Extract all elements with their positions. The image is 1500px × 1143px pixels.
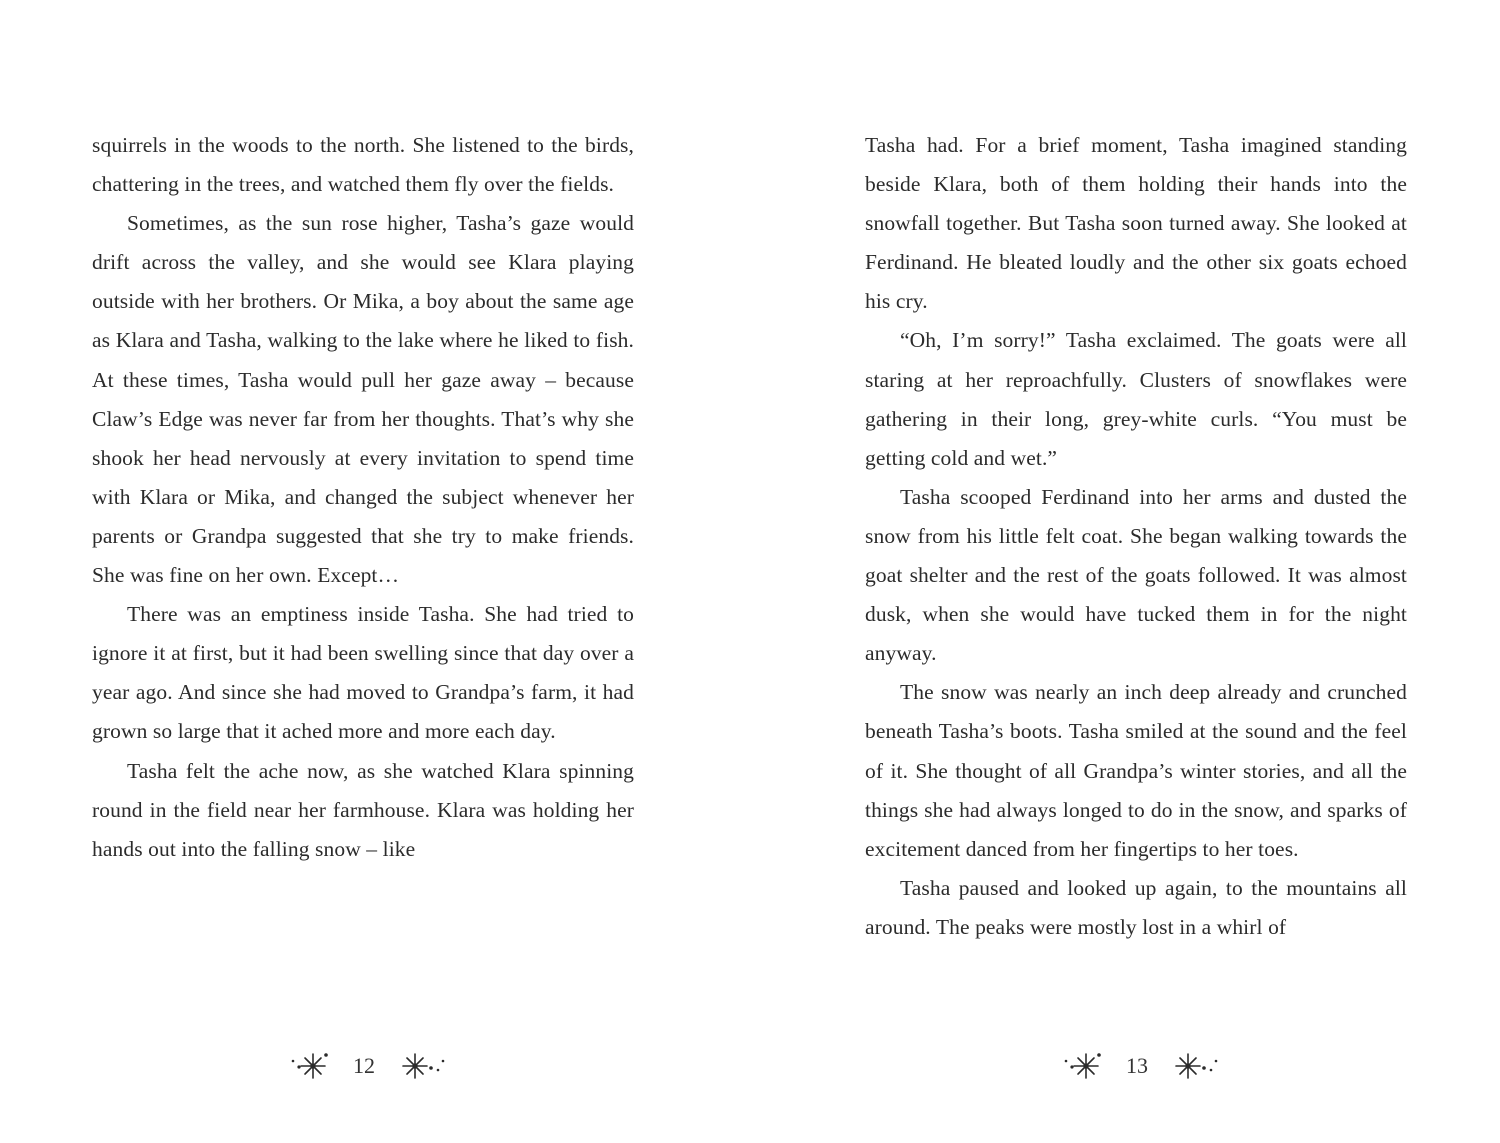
paragraph: “Oh, I’m sorry!” Tasha exclaimed. The goats were all staring at her reproachfully. Clusters of snowflakes were gathering in their long, grey-white curls. “You must be getting cold and wet.” xyxy=(865,328,1407,470)
snowflake-sparkle-icon xyxy=(399,1046,455,1086)
page-footer-right xyxy=(1027,1046,1247,1086)
left-page-text xyxy=(92,126,634,869)
paragraph: Tasha scooped Ferdinand into her arms and dusted the snow from his little felt coat. She began walking towards the goat shelter and the rest of the goats followed. It was almost dusk, when she would have tucked them in for the night anyway. xyxy=(865,484,1407,666)
right-page-text xyxy=(865,126,1407,947)
paragraph: Sometimes, as the sun rose higher, Tasha’s gaze would drift across the valley, and she would see Klara playing outside with her brothers. Or Mika, a boy about the same age as Klara and Tasha, walking to the lake where he liked to fish. At these times, Tasha would pull her gaze away – because Claw’s Edge was never far from her thoughts. That’s why she shook her head nervously at every invitation to spend time with Klara or Mika, and changed the subject whenever her parents or Grandpa suggested that she try to make friends. She was fine on her own. Except… xyxy=(92,211,634,588)
page-footer-left xyxy=(254,1046,474,1086)
paragraph: Tasha had. For a brief moment, Tasha imagined standing beside Klara, both of them holding their hands into the snowfall together. But Tasha soon turned away. She looked at Ferdinand. He bleated loudly and the other six goats echoed his cry. xyxy=(865,133,1407,314)
page-number: 13 xyxy=(1126,1053,1148,1078)
paragraph: The snow was nearly an inch deep already and crunched beneath Tasha’s boots. Tasha smiled at the sound and the feel of it. She thought of all Grandpa’s winter stories, and all the things she had always longed to do in the snow, and sparks of excitement danced from her fingertips to her toes. xyxy=(865,680,1407,861)
snowflake-sparkle-icon xyxy=(1046,1046,1102,1086)
snowflake-sparkle-icon xyxy=(1172,1046,1228,1086)
paragraph: squirrels in the woods to the north. She listened to the birds, chattering in the trees, and watched them fly over the fields. xyxy=(92,133,634,197)
snowflake-sparkle-icon xyxy=(273,1046,329,1086)
page-number: 12 xyxy=(353,1053,375,1078)
paragraph: Tasha paused and looked up again, to the mountains all around. The peaks were mostly lost in a whirl of xyxy=(865,875,1407,939)
paragraph: There was an emptiness inside Tasha. She had tried to ignore it at first, but it had been swelling since that day over a year ago. And since she had moved to Grandpa’s farm, it had grown so large that it ached more and more each day. xyxy=(92,602,634,744)
paragraph: Tasha felt the ache now, as she watched Klara spinning round in the field near her farmhouse. Klara was holding her hands out into the falling snow – like xyxy=(92,758,634,861)
